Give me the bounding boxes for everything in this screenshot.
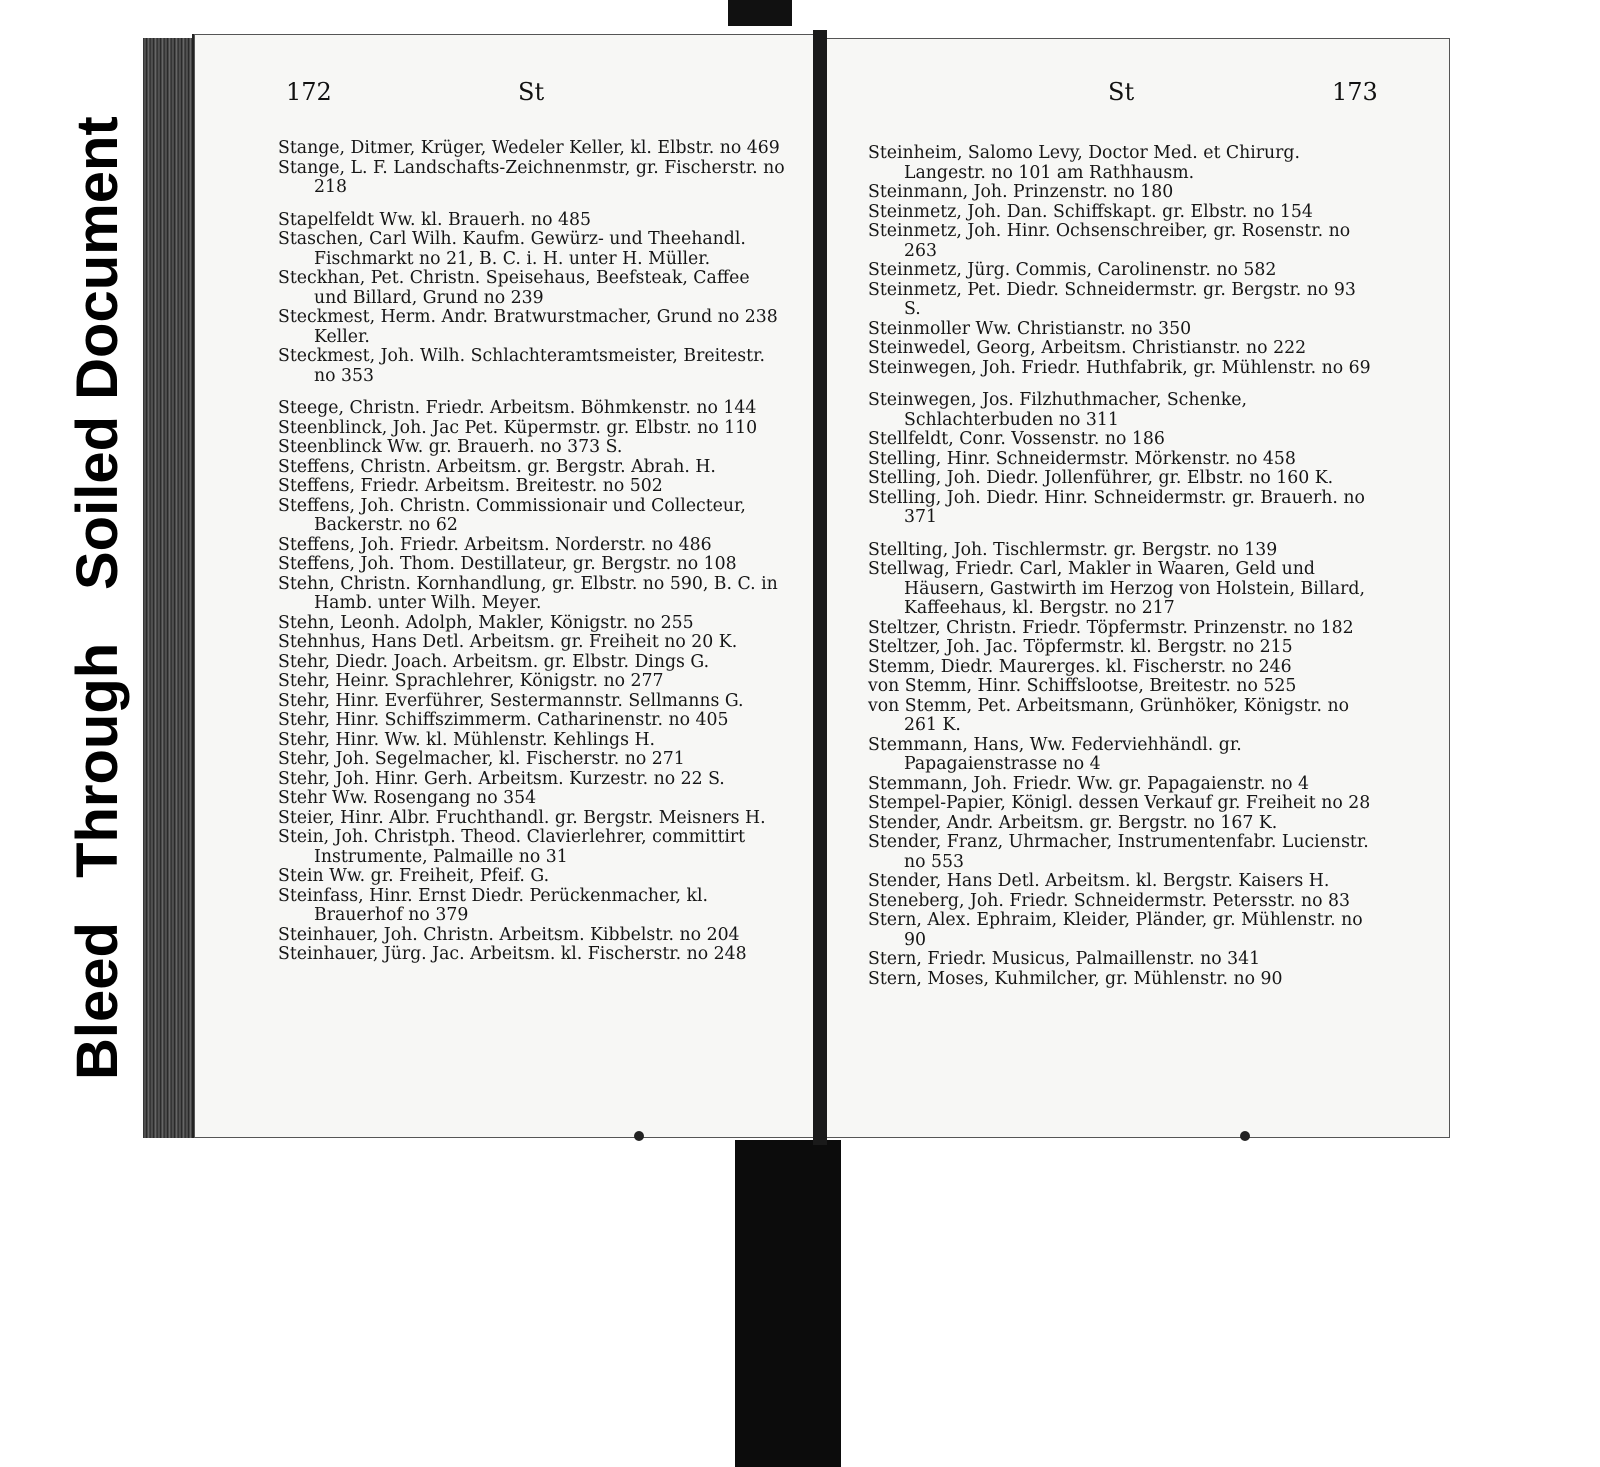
directory-entry: Stehr, Hinr. Schiffszimmerm. Catharinenstr. no 405 (278, 710, 729, 730)
directory-entry: Stapelfeldt Ww. kl. Brauerh. no 485 (278, 209, 592, 230)
directory-entry: Stemm, Diedr. Maurerges. kl. Fischerstr. no 246 (868, 656, 1292, 677)
directory-entry: Stehr, Hinr. Everführer, Sestermannstr. Sellmanns G. (278, 690, 744, 711)
left-entry-list (278, 139, 788, 965)
side-label-bleed: Bleed (65, 922, 130, 1080)
side-label-soiled: Soiled Document (65, 116, 130, 590)
directory-entry: Stehr Ww. Rosengang no 354 (278, 788, 537, 808)
directory-entry: Steenblinck Ww. gr. Brauerh. no 373 S. (278, 437, 623, 457)
directory-entry: Stelling, Joh. Diedr. Hinr. Schneidermstr. gr. Brauerh. no 371 (868, 487, 1365, 527)
directory-entry: Stehr, Heinr. Sprachlehrer, Königstr. no 277 (278, 671, 664, 691)
directory-entry: Stehn, Leonh. Adolph, Makler, Königstr. no 255 (278, 612, 694, 633)
directory-entry: Stehr, Joh. Hinr. Gerh. Arbeitsm. Kurzestr. no 22 S. (278, 768, 725, 789)
directory-entry: Steinwedel, Georg, Arbeitsm. Christianstr. no 222 (868, 338, 1307, 358)
directory-entry: Stender, Andr. Arbeitsm. gr. Bergstr. no 167 K. (868, 812, 1278, 833)
svg-text:Bleed Through (65, 643, 130, 1080)
directory-entry: Steffens, Friedr. Arbeitsm. Breitestr. no 502 (278, 476, 663, 496)
directory-entry: Stern, Friedr. Musicus, Palmaillenstr. no 341 (868, 949, 1261, 969)
side-label (20, 50, 130, 1100)
directory-entry: Steneberg, Joh. Friedr. Schneidermstr. Petersstr. no 83 (868, 890, 1351, 911)
directory-entry: Steege, Christn. Friedr. Arbeitsm. Böhmkenstr. no 144 (278, 398, 757, 418)
directory-entry: Stempel-Papier, Königl. dessen Verkauf gr. Freiheit no 28 (868, 793, 1371, 813)
directory-entry: Staschen, Carl Wilh. Kaufm. Gewürz- und Theehandl. Fischmarkt no 21, B. C. i. H. unter H. Müller. (278, 229, 746, 269)
directory-entry: Steinmetz, Jürg. Commis, Carolinenstr. no 582 (868, 260, 1277, 280)
directory-entry: Stender, Franz, Uhrmacher, Instrumentenfabr. Lucienstr. no 553 (868, 832, 1369, 872)
right-page-number: 173 (1332, 78, 1378, 106)
directory-entry: Steinhauer, Jürg. Jac. Arbeitsm. kl. Fischerstr. no 248 (278, 944, 747, 964)
directory-entry: Stehn, Christn. Kornhandlung, gr. Elbstr. no 590, B. C. in Hamb. unter Wilh. Meyer. (278, 573, 778, 613)
directory-entry: Steffens, Joh. Thom. Destillateur, gr. Bergstr. no 108 (278, 554, 737, 574)
directory-entry: Steckmest, Herm. Andr. Bratwurstmacher, Grund no 238 Keller. (278, 307, 778, 347)
directory-entry: Stellwag, Friedr. Carl, Makler in Waaren, Geld und Häusern, Gastwirth im Herzog von Holstein, Billard, Kaffeehaus, kl. Bergstr. no 217 (868, 559, 1365, 618)
directory-entry: Steinhauer, Joh. Christn. Arbeitsm. Kibbelstr. no 204 (278, 924, 740, 945)
directory-entry: Stern, Moses, Kuhmilcher, gr. Mühlenstr. no 90 (868, 968, 1283, 989)
directory-entry: Stehr, Diedr. Joach. Arbeitsm. gr. Elbstr. Dings G. (278, 651, 710, 672)
right-entry-list (868, 144, 1378, 989)
directory-entry: Steinmetz, Joh. Hinr. Ochsenschreiber, gr. Rosenstr. no 263 (868, 221, 1351, 261)
directory-entry: Steenblinck, Joh. Jac Pet. Küpermstr. gr. Elbstr. no 110 (278, 417, 758, 438)
directory-entry: Steinmetz, Joh. Dan. Schiffskapt. gr. Elbstr. no 154 (868, 201, 1313, 222)
left-page-number: 172 (286, 78, 332, 106)
directory-entry: Steckhan, Pet. Christn. Speisehaus, Beefsteak, Caffee und Billard, Grund no 239 (278, 268, 750, 308)
directory-entry: Steinfass, Hinr. Ernst Diedr. Perückenmacher, kl. Brauerhof no 379 (278, 885, 709, 925)
directory-entry: Stelling, Hinr. Schneidermstr. Mörkenstr. no 458 (868, 448, 1296, 469)
directory-entry: Steinwegen, Jos. Filzhuthmacher, Schenke, Schlachterbuden no 311 (868, 390, 1248, 430)
directory-entry: von Stemm, Hinr. Schiffslootse, Breitestr. no 525 (868, 676, 1297, 696)
page-mark-dot (634, 1131, 644, 1141)
directory-entry: Steffens, Christn. Arbeitsm. gr. Bergstr. Abrah. H. (278, 456, 716, 477)
right-section-heading: St (1108, 78, 1135, 106)
directory-entry: Stemmann, Joh. Friedr. Ww. gr. Papagaienstr. no 4 (868, 773, 1310, 794)
directory-entry: Steffens, Joh. Christn. Commissionair und Collecteur, Backerstr. no 62 (278, 495, 746, 535)
directory-entry: Stellfeldt, Conr. Vossenstr. no 186 (868, 429, 1165, 449)
directory-entry: Steinmann, Joh. Prinzenstr. no 180 (868, 182, 1174, 202)
left-section-heading: St (518, 78, 545, 106)
directory-entry: Steier, Hinr. Albr. Fruchthandl. gr. Bergstr. Meisners H. (278, 807, 766, 828)
directory-entry: Stellting, Joh. Tischlermstr. gr. Bergstr. no 139 (868, 539, 1278, 560)
directory-entry: Stender, Hans Detl. Arbeitsm. kl. Bergstr. Kaisers H. (868, 871, 1330, 891)
directory-entry: Steltzer, Joh. Jac. Töpfermstr. kl. Bergstr. no 215 (868, 637, 1293, 657)
directory-entry: Steinwegen, Joh. Friedr. Huthfabrik, gr. Mühlenstr. no 69 (868, 357, 1371, 378)
directory-entry: Steffens, Joh. Friedr. Arbeitsm. Norderstr. no 486 (278, 534, 712, 555)
directory-entry: Stehr, Joh. Segelmacher, kl. Fischerstr. no 271 (278, 749, 685, 769)
directory-entry: Stange, Ditmer, Krüger, Wedeler Keller, kl. Elbstr. no 469 (278, 138, 780, 158)
directory-entry: Steinmetz, Pet. Diedr. Schneidermstr. gr. Bergstr. no 93 S. (868, 279, 1356, 319)
svg-text:Soiled Document (65, 116, 130, 590)
bookmark-ribbon-bottom (735, 1140, 841, 1467)
directory-entry: Stange, L. F. Landschafts-Zeichnenmstr, gr. Fischerstr. no 218 (278, 157, 785, 197)
directory-entry: Steinheim, Salomo Levy, Doctor Med. et Chirurg. Langestr. no 101 am Rathhausm. (868, 143, 1300, 183)
directory-entry: Stelling, Joh. Diedr. Jollenführer, gr. Elbstr. no 160 K. (868, 468, 1334, 488)
directory-entry: Stehr, Hinr. Ww. kl. Mühlenstr. Kehlings H. (278, 729, 656, 750)
directory-entry: Stemmann, Hans, Ww. Federviehhändl. gr. Papagaienstrasse no 4 (868, 734, 1242, 774)
directory-entry: Stein Ww. gr. Freiheit, Pfeif. G. (278, 866, 550, 886)
side-label-through: Through (65, 642, 130, 878)
page-mark-dot (1240, 1131, 1250, 1141)
directory-entry: Stehnhus, Hans Detl. Arbeitsm. gr. Freiheit no 20 K. (278, 632, 738, 652)
directory-entry: Stern, Alex. Ephraim, Kleider, Pländer, gr. Mühlenstr. no 90 (868, 910, 1363, 950)
directory-entry: Steinmoller Ww. Christianstr. no 350 (868, 318, 1192, 339)
directory-entry: von Stemm, Pet. Arbeitsmann, Grünhöker, Königstr. no 261 K. (868, 695, 1350, 735)
directory-entry: Steltzer, Christn. Friedr. Töpfermstr. Prinzenstr. no 182 (868, 617, 1354, 638)
page-gutter (813, 30, 827, 1145)
bookmark-ribbon-top (728, 0, 792, 26)
directory-entry: Stein, Joh. Christph. Theod. Clavierlehrer, committirt Instrumente, Palmaille no 31 (278, 827, 746, 867)
directory-entry: Steckmest, Joh. Wilh. Schlachteramtsmeister, Breitestr. no 353 (278, 346, 765, 386)
